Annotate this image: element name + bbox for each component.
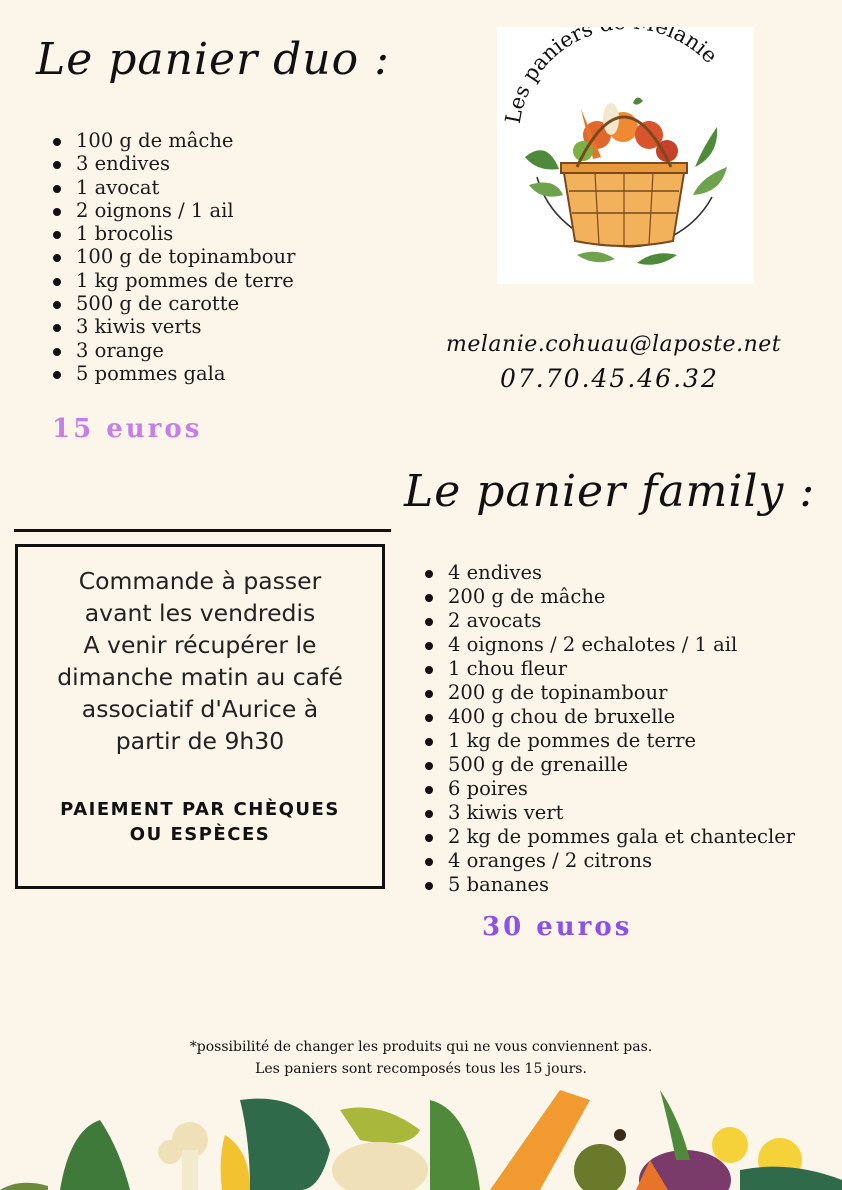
info-line: Commande à passer	[78, 567, 322, 595]
list-item: 1 avocat	[50, 176, 295, 199]
list-item: 3 kiwis verts	[50, 315, 295, 338]
list-item: 1 kg de pommes de terre	[422, 729, 795, 753]
family-items-list	[422, 561, 795, 897]
footnote	[0, 1036, 842, 1080]
list-item: 2 kg de pommes gala et chantecler	[422, 825, 795, 849]
duo-items-list	[50, 129, 295, 385]
list-item: 1 kg pommes de terre	[50, 269, 295, 292]
contact-phone[interactable]: 07.70.45.46.32	[500, 364, 719, 393]
list-item: 3 orange	[50, 339, 295, 362]
payment-info	[18, 797, 382, 847]
payment-line: PAIEMENT PAR CHÈQUES	[60, 799, 340, 820]
contact-email[interactable]: melanie.cohuau@laposte.net	[446, 332, 782, 357]
vegetables-illustration	[0, 1090, 842, 1190]
list-item: 5 bananes	[422, 873, 795, 897]
section-divider	[14, 529, 391, 532]
list-item: 1 chou fleur	[422, 657, 795, 681]
footnote-line: Les paniers sont recomposés tous les 15 jours.	[255, 1061, 587, 1077]
list-item: 1 brocolis	[50, 222, 295, 245]
list-item: 100 g de mâche	[50, 129, 295, 152]
list-item: 400 g chou de bruxelle	[422, 705, 795, 729]
info-line: partir de 9h30	[115, 727, 285, 755]
list-item: 5 pommes gala	[50, 362, 295, 385]
order-info-text	[18, 565, 382, 757]
list-item: 2 oignons / 1 ail	[50, 199, 295, 222]
info-line: avant les vendredis	[84, 599, 316, 627]
info-line: associatif d'Aurice à	[81, 695, 319, 723]
duo-basket-title: Le panier duo :	[36, 34, 390, 85]
order-info-box	[15, 544, 385, 889]
logo-text: Les paniers lanie	[500, 27, 723, 126]
vegetable-basket-icon	[497, 27, 754, 284]
brand-logo	[497, 27, 754, 284]
list-item: 200 g de mâche	[422, 585, 795, 609]
info-line: A venir récupérer le	[83, 631, 317, 659]
info-line: dimanche matin au café	[57, 663, 343, 691]
list-item: 6 poires	[422, 777, 795, 801]
family-basket-title: Le panier family :	[404, 466, 816, 517]
list-item: 3 endives	[50, 152, 295, 175]
list-item: 3 kiwis vert	[422, 801, 795, 825]
list-item: 4 oignons / 2 echalotes / 1 ail	[422, 633, 795, 657]
list-item: 500 g de carotte	[50, 292, 295, 315]
family-price: 30 euros	[482, 912, 633, 942]
list-item: 4 oranges / 2 citrons	[422, 849, 795, 873]
list-item: 200 g de topinambour	[422, 681, 795, 705]
list-item: 2 avocats	[422, 609, 795, 633]
footnote-line: *possibilité de changer les produits qui ne vous conviennent pas.	[189, 1039, 653, 1055]
list-item: 500 g de grenaille	[422, 753, 795, 777]
list-item: 4 endives	[422, 561, 795, 585]
payment-line: OU ESPÈCES	[129, 824, 271, 845]
list-item: 100 g de topinambour	[50, 245, 295, 268]
duo-price: 15 euros	[52, 414, 203, 444]
